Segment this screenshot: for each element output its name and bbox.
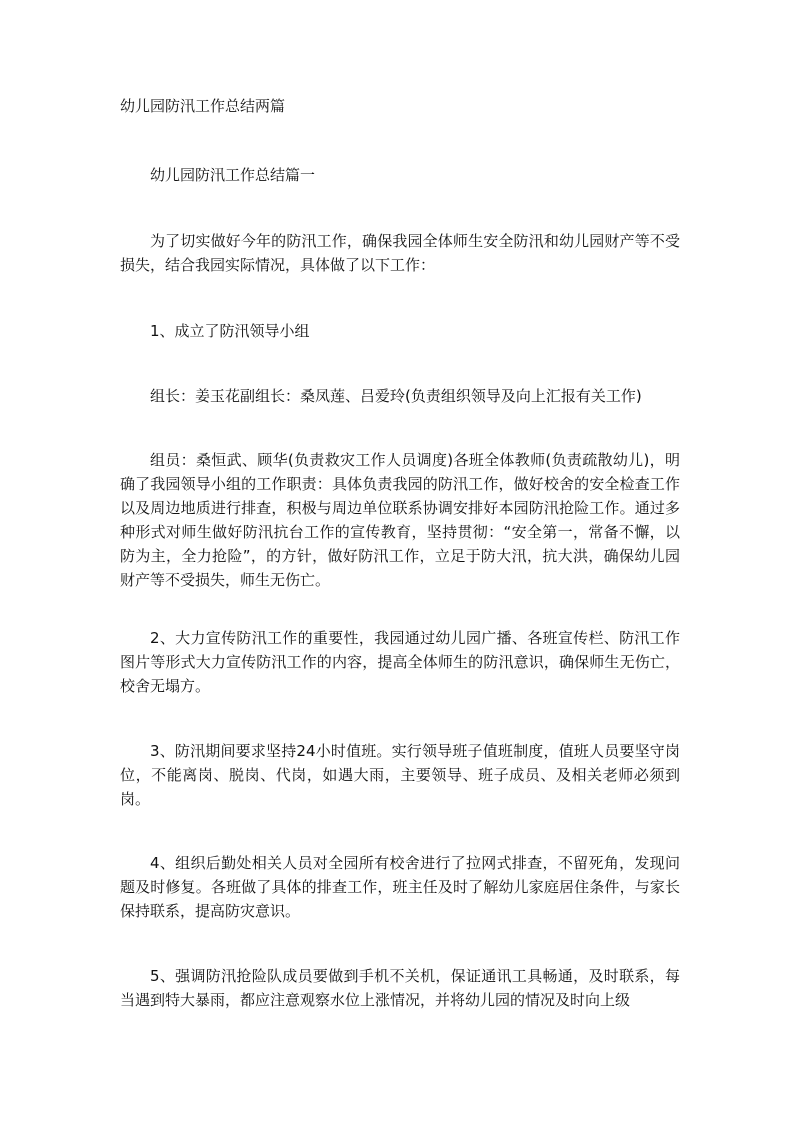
document-subtitle: 幼儿园防汛工作总结篇一	[150, 166, 316, 184]
section-heading-1: 1、成立了防汛领导小组	[150, 322, 310, 340]
paragraph-intro: 为了切实做好今年的防汛工作，确保我园全体师生安全防汛和幼儿园财产等不受损失，结合我园实际情况，具体做了以下工作：	[120, 232, 680, 274]
paragraph-item-2: 2、大力宣传防汛工作的重要性，我园通过幼儿园广播、各班宣传栏、防汛工作图片等形式大力宣传防汛工作的内容，提高全体师生的防汛意识，确保师生无伤亡，校舍无塌方。	[120, 629, 680, 695]
document-title: 幼儿园防汛工作总结两篇	[120, 97, 286, 115]
paragraph-members: 组员：桑恒武、顾华(负责救灾工作人员调度)各班全体教师(负责疏散幼儿)，明确了我园领导小组的工作职责：具体负责我园的防汛工作，做好校舍的安全检查工作以及周边地质进行排查，积极与周边单位联系协调安排好本园防汛抢险工作。通过多种形式对师生做好防汛抗台工作的宣传教育，坚持贯彻：“安全第一，常备不懈，以防为主，全力抢险”，的方针，做好防汛工作，立足于防大汛，抗大洪，确保幼儿园财产等不受损失，师生无伤亡。	[120, 451, 680, 589]
paragraph-item-5: 5、强调防汛抢险队成员要做到手机不关机，保证通讯工具畅通，及时联系，每当遇到特大暴雨，都应注意观察水位上涨情况，并将幼儿园的情况及时向上级	[120, 967, 680, 1009]
paragraph-item-4: 4、组织后勤处相关人员对全园所有校舍进行了拉网式排查，不留死角，发现问题及时修复。各班做了具体的排查工作，班主任及时了解幼儿家庭居住条件，与家长保持联系，提高防灾意识。	[120, 854, 680, 920]
paragraph-leaders: 组长：姜玉花副组长：桑凤莲、吕爱玲(负责组织领导及向上汇报有关工作)	[150, 387, 642, 405]
paragraph-item-3: 3、防汛期间要求坚持24小时值班。实行领导班子值班制度，值班人员要坚守岗位，不能离岗、脱岗、代岗，如遇大雨，主要领导、班子成员、及相关老师必须到岗。	[120, 742, 680, 808]
